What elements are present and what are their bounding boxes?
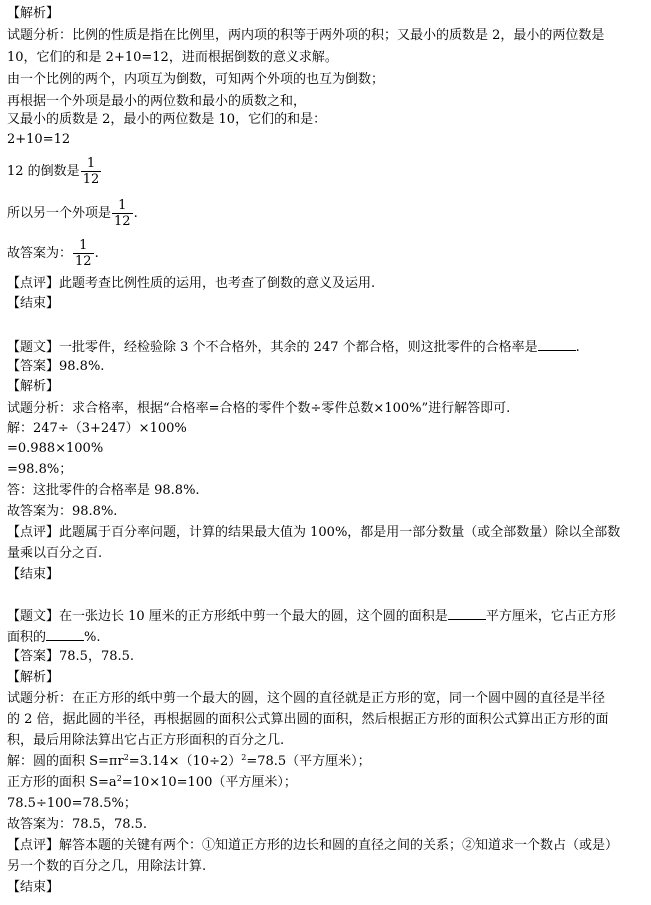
question-line bbox=[7, 607, 616, 626]
question-tail: . bbox=[575, 340, 580, 355]
analysis-heading: 【解析】 bbox=[7, 6, 60, 21]
fraction bbox=[81, 156, 102, 187]
analysis-text-line: 试题分析：在正方形的纸中剪一个最大的圆，这个圆的直径就是正方形的宽，同一个圆中圆的直径是半径 bbox=[7, 691, 606, 706]
solution-line bbox=[7, 774, 297, 792]
solution-line: =98.8%； bbox=[7, 462, 73, 477]
exponent: 2 bbox=[241, 753, 247, 762]
period: . bbox=[94, 246, 99, 261]
question-text: 【题文】在一张边长 10 厘米的正方形纸中剪一个最大的圆，这个圆的面积是 bbox=[7, 609, 448, 624]
question-line bbox=[7, 628, 101, 647]
answer-blank bbox=[46, 628, 84, 641]
end-marker: 【结束】 bbox=[7, 296, 60, 311]
solution-text: =10×10=100（平方厘米）； bbox=[121, 775, 297, 790]
analysis-text-line: 由一个比例的两个，内项互为倒数，可知两个外项的也互为倒数； bbox=[7, 72, 385, 87]
answer-prefix: 故答案为： bbox=[7, 246, 73, 261]
analysis-text-line: 又最小的质数是 2，最小的两位数是 10，它们的和是： bbox=[7, 112, 327, 127]
analysis-heading: 【解析】 bbox=[7, 670, 60, 685]
question-tail: %. bbox=[84, 630, 101, 645]
answer-blank bbox=[538, 338, 576, 351]
exponent: 2 bbox=[116, 774, 122, 783]
comment-line: 另一个数的百分之几，用除法计算. bbox=[7, 859, 207, 874]
solution-text: =78.5（平方厘米）； bbox=[246, 754, 371, 769]
comment-line: 量乘以百分之百. bbox=[7, 546, 103, 561]
answer-line: 【答案】98.8%. bbox=[7, 359, 105, 374]
analysis-text-line: 10，它们的和是 2+10=12，进而根据倒数的意义求解。 bbox=[7, 50, 338, 65]
analysis-text-line: 试题分析：求合格率，根据“合格率=合格的零件个数÷零件总数×100%”进行解答即可. bbox=[7, 401, 511, 416]
fraction bbox=[112, 198, 133, 229]
question-text: 【题文】一批零件，经检验除 3 个不合格外，其余的 247 个都合格，则这批零件的合格率是 bbox=[7, 340, 538, 355]
solution-text: 解：圆的面积 S=πr bbox=[7, 754, 124, 769]
analysis-text-line: 试题分析：比例的性质是指在比例里，两内项的积等于两外项的积；又最小的质数是 2，最小的两位数是 bbox=[7, 28, 605, 43]
solution-text: 正方形的面积 S=a bbox=[7, 775, 117, 790]
solution-line: 故答案为：98.8%. bbox=[7, 504, 118, 519]
end-marker: 【结束】 bbox=[7, 880, 60, 895]
solution-line: 故答案为：78.5，78.5. bbox=[7, 817, 148, 832]
solution-line: =0.988×100% bbox=[7, 441, 104, 456]
analysis-text-line: 再根据一个外项是最小的两位数和最小的质数之和， bbox=[7, 94, 307, 109]
fraction-numerator: 1 bbox=[81, 156, 102, 172]
fraction-denominator: 12 bbox=[82, 172, 100, 187]
answer-line: 【答案】78.5，78.5. bbox=[7, 649, 135, 664]
exponent: 2 bbox=[123, 753, 129, 762]
fraction-numerator: 1 bbox=[73, 238, 94, 254]
analysis-text-line: 2+10=12 bbox=[7, 132, 71, 147]
end-marker: 【结束】 bbox=[7, 567, 60, 582]
comment-line: 【点评】此题考查比例性质的运用，也考查了倒数的意义及运用. bbox=[7, 276, 376, 291]
analysis-heading: 【解析】 bbox=[7, 379, 60, 394]
comment-line: 【点评】此题属于百分率问题，计算的结果最大值为 100%，都是用一部分数量（或全部数量）除以全部数 bbox=[7, 525, 621, 540]
fraction-denominator: 12 bbox=[75, 254, 92, 269]
question-text: 平方厘米，它占正方形 bbox=[485, 609, 616, 624]
answer-line bbox=[7, 238, 99, 269]
reciprocal-prefix: 12 的倒数是 bbox=[7, 164, 80, 179]
fraction bbox=[73, 238, 94, 269]
solution-line: 78.5÷100=78.5%； bbox=[7, 796, 137, 811]
comment-line: 【点评】解答本题的关键有两个：①知道正方形的边长和圆的直径之间的关系；②知道求一个数占（或是） bbox=[7, 838, 619, 853]
reciprocal-line bbox=[7, 156, 102, 187]
other-term-prefix: 所以另一个外项是 bbox=[7, 206, 112, 221]
solution-text: =3.14×（10÷2） bbox=[128, 754, 242, 769]
analysis-text-line: 积，最后用除法算出它占正方形面积的百分之几. bbox=[7, 733, 285, 748]
question-line bbox=[7, 338, 580, 357]
period: . bbox=[133, 206, 138, 221]
solution-line: 答：这批零件的合格率是 98.8%. bbox=[7, 483, 200, 498]
solution-line: 解：247÷（3+247）×100% bbox=[7, 421, 187, 436]
solution-line bbox=[7, 753, 371, 771]
fraction-numerator: 1 bbox=[112, 198, 133, 214]
analysis-text-line: 的 2 倍，据此圆的半径，再根据圆的面积公式算出圆的面积，然后根据正方形的面积公式算出正方形的面 bbox=[7, 712, 609, 727]
question-text: 面积的 bbox=[7, 630, 47, 645]
fraction-denominator: 12 bbox=[114, 214, 131, 229]
answer-blank bbox=[448, 607, 486, 620]
other-term-line bbox=[7, 198, 138, 229]
